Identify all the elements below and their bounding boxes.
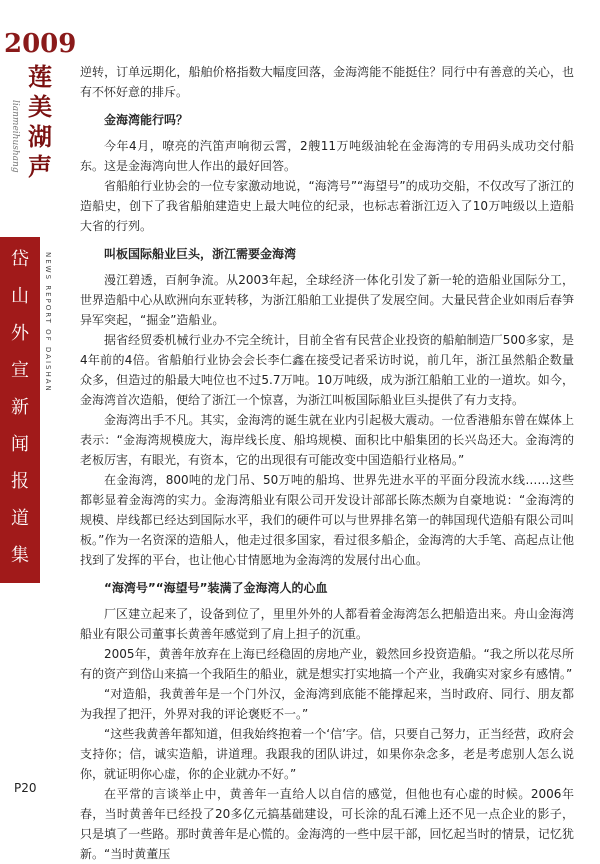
sidebar xyxy=(0,0,77,818)
section-heading: 叫板国际船业巨头，浙江需要金海湾 xyxy=(104,247,297,261)
news-vertical-text: NEWS REPORT OF DAISHAN xyxy=(44,252,52,393)
redbar-char: 报 xyxy=(11,471,29,492)
paragraph: “这些我黄善年都知道，但我始终抱着一个‘信’字。信，只要自己努力，正当经营，政府会支持你；信，诚实造船，讲道理。我跟我的团队讲过，如果你杂念多，老是考虑别人怎么说你，就证明你心虚，你的企业就办不好。” xyxy=(80,727,574,781)
paragraph: 在平常的言谈举止中，黄善年一直给人以自信的感觉，但他也有心虚的时候。2006年春，当时黄善年已经投了20多亿元搞基础建设，可长涂的乱石滩上还不见一点企业的影子，只是填了一些路。那时黄善年是心慌的。金海湾的一些中层干部，回忆起当时的情景，记忆犹新。“当时黄董压 xyxy=(80,787,574,861)
pinyin-text: lianmeihushang xyxy=(10,100,20,173)
section-heading: 金海湾能行吗？ xyxy=(104,113,189,127)
paragraph: 据省经贸委机械行业办不完全统计，目前全省有民营企业投资的船舶制造厂500多家，是4年前的4倍。省船舶行业协会会长李仁鑫在接受记者采访时说，前几年，浙江虽然船企数量众多，但造过的船最大吨位也不过5.7万吨。10万吨级，成为浙江船舶工业的一道坎。如今，金海湾首次造船，便给了浙江一个惊喜，为浙江叫板国际船业巨头提供了有力支持。 xyxy=(80,333,574,407)
section-heading: “海湾号”“海望号”装满了金海湾人的心血 xyxy=(104,581,328,595)
brush-char: 美 xyxy=(28,92,52,121)
news-vertical-label xyxy=(42,252,54,552)
year-mark: 2009 xyxy=(4,29,77,59)
redbar-char: 岱 xyxy=(11,249,29,270)
redbar-char: 新 xyxy=(11,397,29,418)
redbar-char: 集 xyxy=(11,545,29,566)
redbar-char: 道 xyxy=(11,508,29,529)
paragraph: 今年4月，嘹亮的汽笛声响彻云霄，2艘11万吨级油轮在金海湾的专用码头成功交付船东。这是金海湾向世人作出的最好回答。 xyxy=(80,139,574,173)
redbar-char: 宣 xyxy=(11,360,29,381)
article-body xyxy=(80,62,574,864)
redbar-char: 山 xyxy=(11,286,29,307)
brush-char: 声 xyxy=(28,152,52,181)
paragraph: 省船舶行业协会的一位专家激动地说，“海湾号”“海望号”的成功交船，不仅改写了浙江的造船史，创下了我省船舶建造史上最大吨位的纪录，也标志着浙江迈入了10万吨级以上造船大省的行列。 xyxy=(80,179,574,233)
collection-title-bar xyxy=(0,237,40,583)
intro-paragraph: 逆转，订单远期化，船舶价格指数大幅度回落，金海湾能不能挺住？同行中有善意的关心，也有不怀好意的排斥。 xyxy=(80,65,574,99)
paragraph: 2005年，黄善年放弃在上海已经稳固的房地产业，毅然回乡投资造船。“我之所以花尽所有的资产到岱山来搞一个我陌生的船业，就是想实打实地搞一个产业，我确实对家乡有感情。” xyxy=(80,647,574,681)
redbar-char: 外 xyxy=(11,323,29,344)
paragraph: 在金海湾，800吨的龙门吊、50万吨的船坞、世界先进水平的平面分段流水线……这些都彰显着金海湾的实力。金海湾船业有限公司开发设计部部长陈杰颇为自豪地说：“金海湾的规模、岸线都已经达到国际水平，我们的硬件可以与世界排名第一的韩国现代造船有限公司叫板。”作为一名资深的造船人，他走过很多国家，看过很多船企，金海湾的大手笔、高起点让他找到了发挥的平台，也让他心甘情愿地为金海湾的发展付出心血。 xyxy=(80,473,574,567)
brush-title xyxy=(28,62,58,182)
brush-char: 湖 xyxy=(28,122,52,151)
redbar-char: 闻 xyxy=(11,434,29,455)
brush-char: 莲 xyxy=(28,62,52,91)
paragraph: 厂区建立起来了，设备到位了，里里外外的人都看着金海湾怎么把船造出来。舟山金海湾船业有限公司董事长黄善年感觉到了肩上担子的沉重。 xyxy=(80,607,574,641)
paragraph: 金海湾出手不凡。其实，金海湾的诞生就在业内引起极大震动。一位香港船东曾在媒体上表示：“金海湾规模庞大，海岸线长度、船坞规模、面积比中船集团的长兴岛还大。金海湾的老板厉害，有眼光，有资本，它的出现很有可能改变中国造船行业格局。” xyxy=(80,413,574,467)
pinyin-label xyxy=(6,100,22,250)
paragraph: 漫江碧透，百舸争流。从2003年起，全球经济一体化引发了新一轮的造船业国际分工，世界造船中心从欧洲向东亚转移，为浙江船舶工业提供了发展空间。大量民营企业如雨后春笋异军突起，“掘金”造船业。 xyxy=(80,273,574,327)
paragraph: “对造船，我黄善年是一个门外汉，金海湾到底能不能撑起来，当时政府、同行、朋友都为我捏了把汗，外界对我的评论褒贬不一。” xyxy=(80,687,574,721)
page-number: P20 xyxy=(14,781,37,795)
